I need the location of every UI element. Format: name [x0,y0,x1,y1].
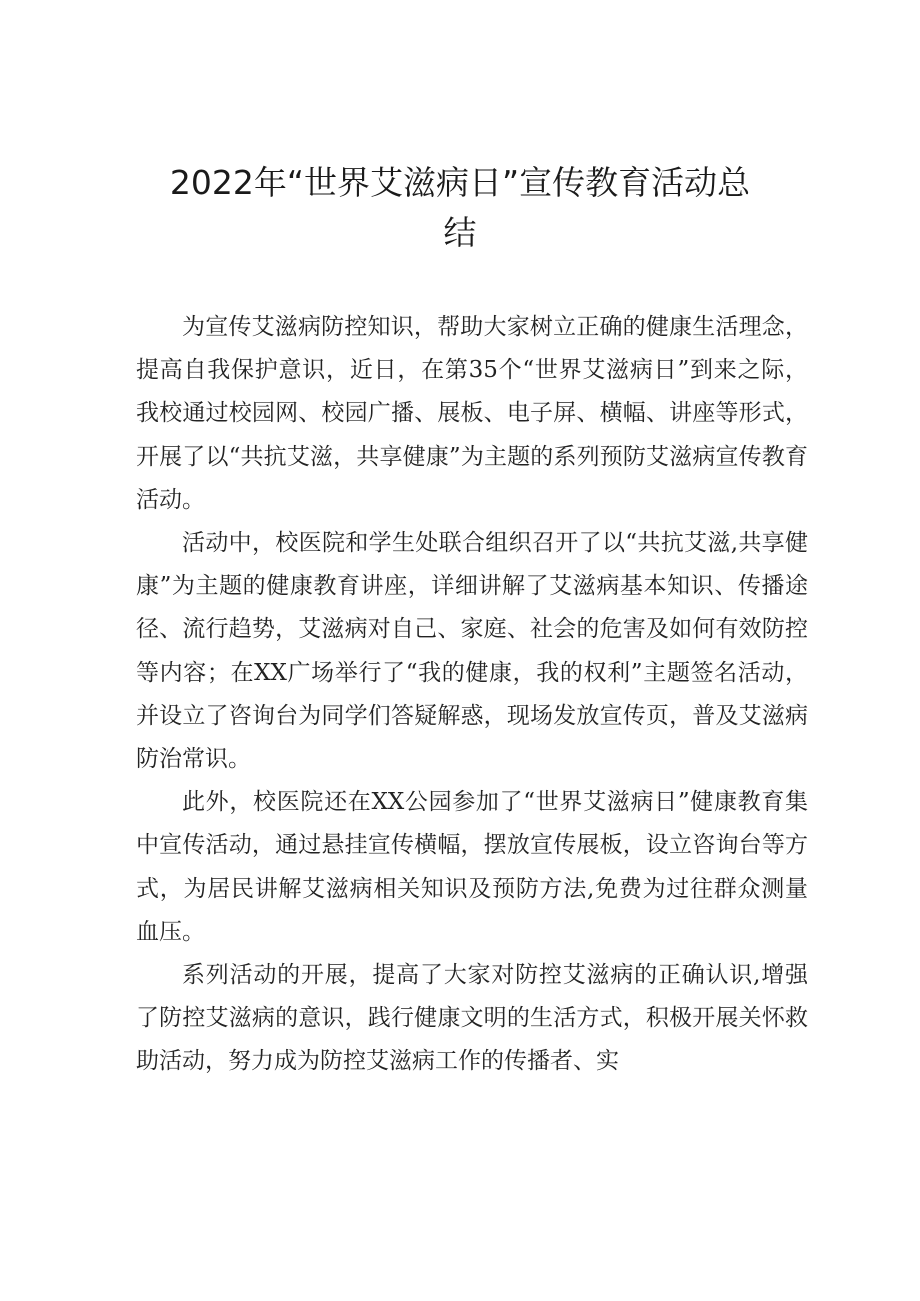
title-line-2: 结 [443,213,477,252]
paragraph-2: 活动中，校医院和学生处联合组织召开了以“共抗艾滋,共享健康”为主题的健康教育讲座，详细讲解了艾滋病基本知识、传播途径、流行趋势，艾滋病对自己、家庭、社会的危害及如何有效防控等内容；在XX广场举行了“我的健康，我的权利”主题签名活动，并设立了咨询台为同学们答疑解惑，现场发放宣传页，普及艾滋病防治常识。 [136,530,808,773]
document-title [100,158,820,258]
document-body [136,306,808,1084]
paragraph-3: 此外，校医院还在XX公园参加了“世界艾滋病日”健康教育集中宣传活动，通过悬挂宣传横幅，摆放宣传展板，设立咨询台等方式，为居民讲解艾滋病相关知识及预防方法,免费为过往群众测量血压。 [136,789,808,945]
title-line-1: 2022年“世界艾滋病日”宣传教育活动总 [169,163,751,202]
paragraph-4: 系列活动的开展，提高了大家对防控艾滋病的正确认识,增强了防控艾滋病的意识，践行健康文明的生活方式，积极开展关怀救助活动，努力成为防控艾滋病工作的传播者、实 [136,962,808,1075]
paragraph-1: 为宣传艾滋病防控知识，帮助大家树立正确的健康生活理念，提高自我保护意识，近日，在第35个“世界艾滋病日”到来之际，我校通过校园网、校园广播、展板、电子屏、横幅、讲座等形式，开展了以“共抗艾滋，共享健康”为主题的系列预防艾滋病宣传教育活动。 [136,314,808,513]
